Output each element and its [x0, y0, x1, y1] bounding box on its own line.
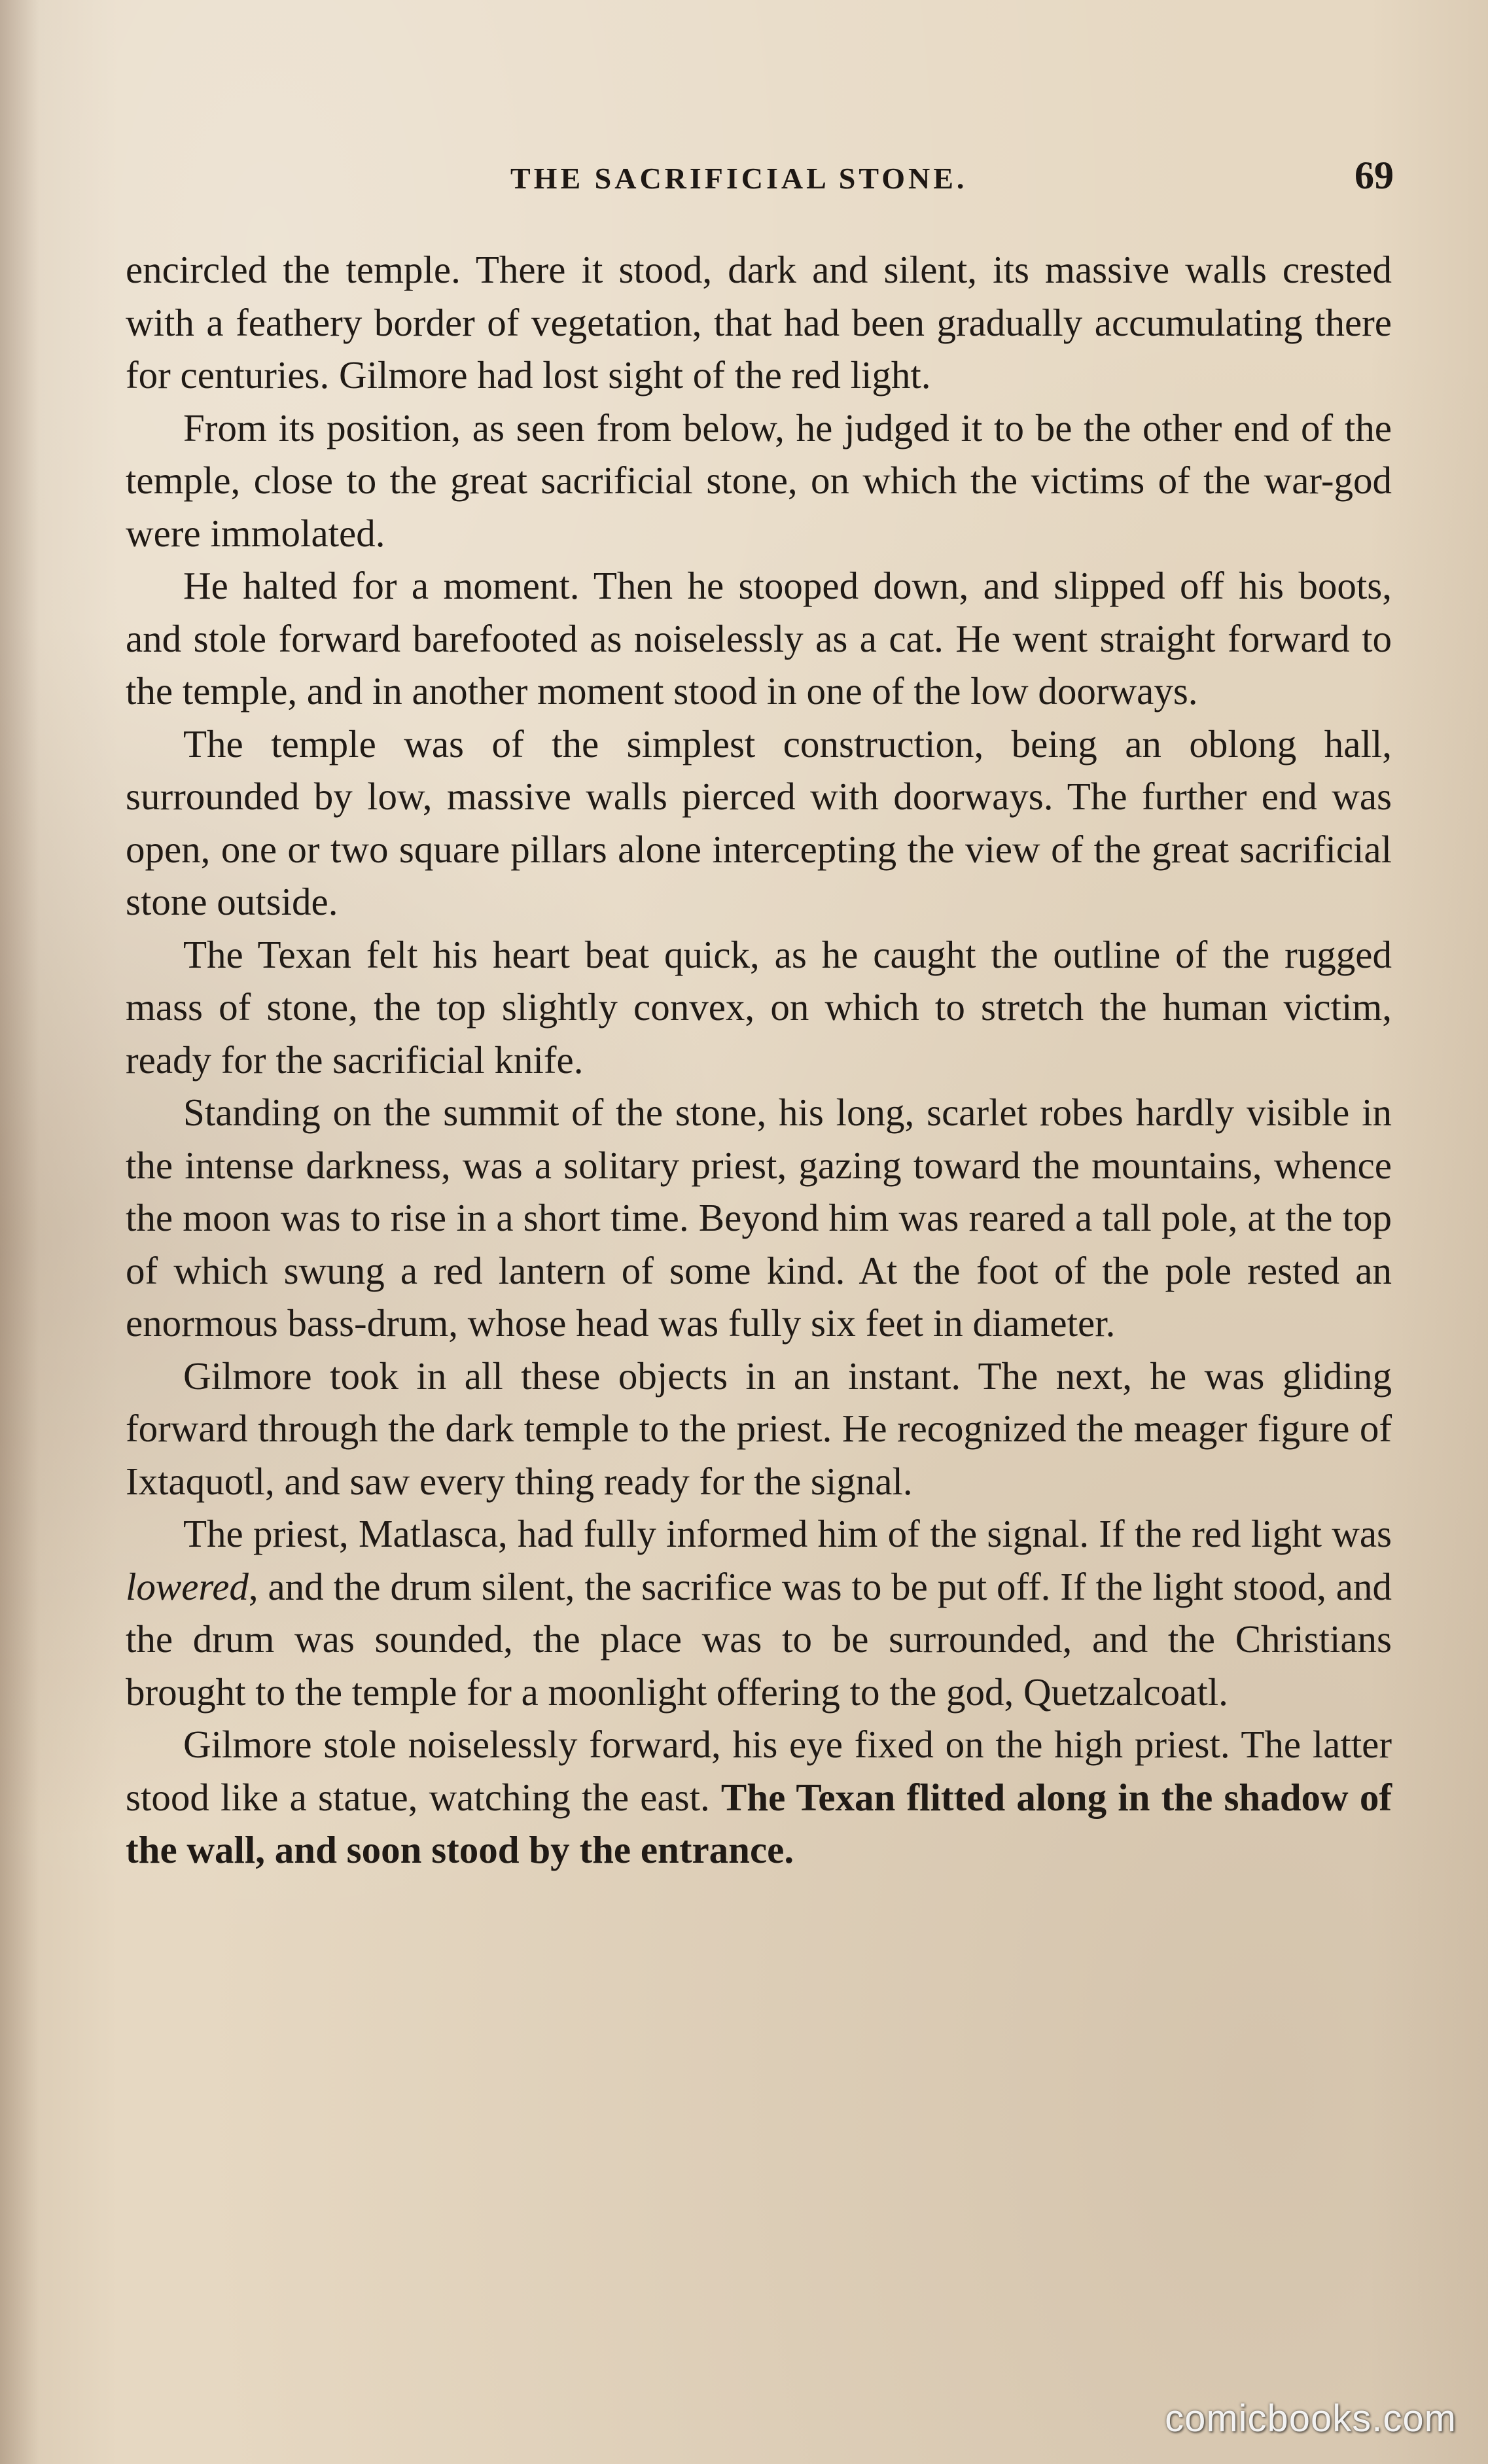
paragraph-1: encircled the temple. There it stood, dark and silent, its massive walls crested with a feathery border of vegetation, that had been gradually accumulating there for centuries. Gilmore had lost sight of the red light.: [126, 248, 1392, 396]
emphasis-lowered: lowered: [126, 1564, 249, 1608]
watermark-logo: comicbooks.com: [1165, 2397, 1457, 2440]
paragraph-2: From its position, as seen from below, he judged it to be the other end of the temple, close to the great sacrificial stone, on which the victims of the war-god were immolated.: [126, 406, 1392, 555]
running-head: THE SACRIFICIAL STONE.: [510, 162, 968, 195]
paragraph-4: The temple was of the simplest construction, being an oblong hall, surrounded by low, massive walls pierced with doorways. The further end was open, one or two square pillars alone intercepting the view of the great sacrificial stone outside.: [126, 722, 1392, 923]
paragraph-3: He halted for a moment. Then he stooped down, and slipped off his boots, and stole forward barefooted as noiselessly as a cat. He went straight forward to the temple, and in another moment stood in one of the low doorways.: [126, 564, 1392, 713]
page-number: 69: [1355, 154, 1394, 197]
paragraph-9-bold-text: The Texan flitted along in the shadow of the wall, and soon stood by the entrance.: [126, 1775, 1392, 1871]
paragraph-8-text-after: , and the drum silent, the sacrifice was to be put off. If the light stood, and the drum was sounded, the place was to be surrounded, and the Christians brought to the temple for a moonlight offering to the god, Quetzalcoatl.: [126, 1564, 1392, 1714]
paragraph-5: The Texan felt his heart beat quick, as he caught the outline of the rugged mass of stone, the top slightly convex, on which to stretch the human victim, ready for the sacrificial knife.: [126, 932, 1392, 1082]
page-edge-shadow: [0, 0, 39, 2464]
paragraph-8: [126, 1507, 1392, 1718]
paragraph-8-text-before: The priest, Matlasca, had fully informed him of the signal. If the red light was: [183, 1512, 1392, 1555]
page-header: [124, 149, 1394, 202]
paragraph-7: Gilmore took in all these objects in an instant. The next, he was gliding forward through the dark temple to the priest. He recognized the meager figure of Ixtaquotl, and saw every thing ready for the signal.: [126, 1354, 1392, 1503]
paragraph-9-text: Gilmore stole noiselessly forward, his eye fixed on the high priest. The latter stood like a statue, watching the east.: [126, 1723, 1392, 1819]
paragraph-9: [126, 1718, 1392, 1876]
body-text: [126, 243, 1392, 1876]
paragraph-6: Standing on the summit of the stone, his long, scarlet robes hardly visible in the intense darkness, was a solitary priest, gazing toward the mountains, whence the moon was to rise in a short time. Beyond him was reared a tall pole, at the top of which swung a red lantern of some kind. At the foot of the pole rested an enormous bass-drum, whose head was fully six feet in diameter.: [126, 1091, 1392, 1345]
